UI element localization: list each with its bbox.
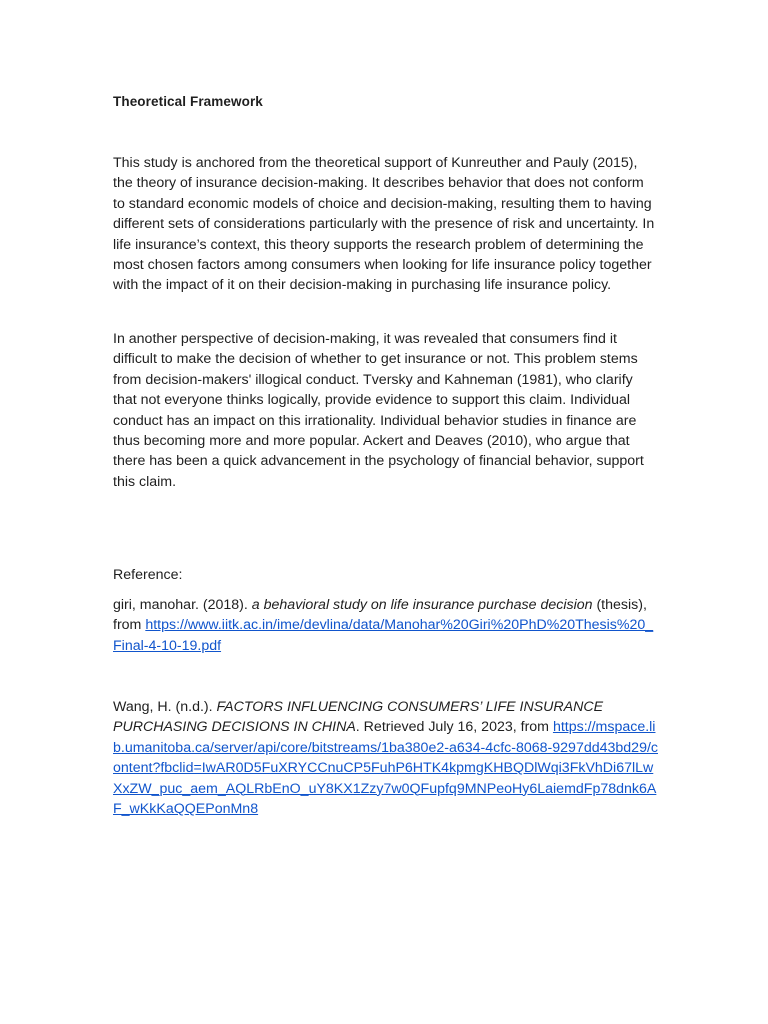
paragraph-2: In another perspective of decision-making, it was revealed that consumers find it difficult to make the decision of whether to get insurance or not. This problem stems from decision-makers' illogical conduct. Tversky and Kahneman (1981), who clarify that not everyone thinks logically, provide evidence to support this claim. Individual conduct has an impact on this irrationality. Individual behavior studies in finance are thus becoming more and more popular. Ackert and Deaves (2010), who argue that there has been a quick advancement in the psychology of financial behavior, support this claim. [113,331,644,490]
reference-entry-2 [113,697,658,819]
reference-1-title: a behavioral study on life insurance purchase decision [251,597,593,613]
reference-2-author: Wang, H. (n.d.). [113,699,217,715]
reference-1-link[interactable]: https://www.iitk.ac.in/ime/devlina/data/Manohar%20Giri%20PhD%20Thesis%20_Final-4-10-19.pdf [113,617,654,654]
reference-2-source: . Retrieved July 16, 2023, from [355,719,553,736]
paragraph-1: This study is anchored from the theoretical support of Kunreuther and Pauly (2015), the theory of insurance decision-making. It describes behavior that does not conform to standard economic models of choice and decision-making, resulting them to having different sets of considerations particularly with the presence of risk and uncertainty. In life insurance’s context, this theory supports the research problem of determining the most chosen factors among consumers when looking for life insurance policy together with the impact of it on their decision-making in purchasing life insurance policy. [113,155,655,294]
reference-entry-1 [113,595,658,656]
reference-2-link[interactable]: https://mspace.lib.umanitoba.ca/server/api/core/bitstreams/1ba380e2-a634-4cfc-8068-9297dd43bd29/content?fbclid=IwAR0D5FuXRYCCnuCP5FuhP6HTK4kpmgKHBQDlWqi3FkVhDi67lLwXxZW_puc_aem_AQLRbEnO_uY8KX1Zzy7w0QFupfq9MNPeoHy6LaiemdFp78dnk6AF_wKkKaQQEPonMn8 [113,719,658,818]
reference-1-source: (thesis), from [113,597,647,634]
section-heading: Theoretical Framework [113,94,263,109]
reference-2-title: FACTORS INFLUENCING CONSUMERS’ LIFE INSURANCE PURCHASING DECISIONS IN CHINA [113,699,604,736]
reference-label: Reference: [113,567,183,583]
reference-1-author: giri, manohar. (2018). [113,597,252,613]
document-page [113,93,658,818]
